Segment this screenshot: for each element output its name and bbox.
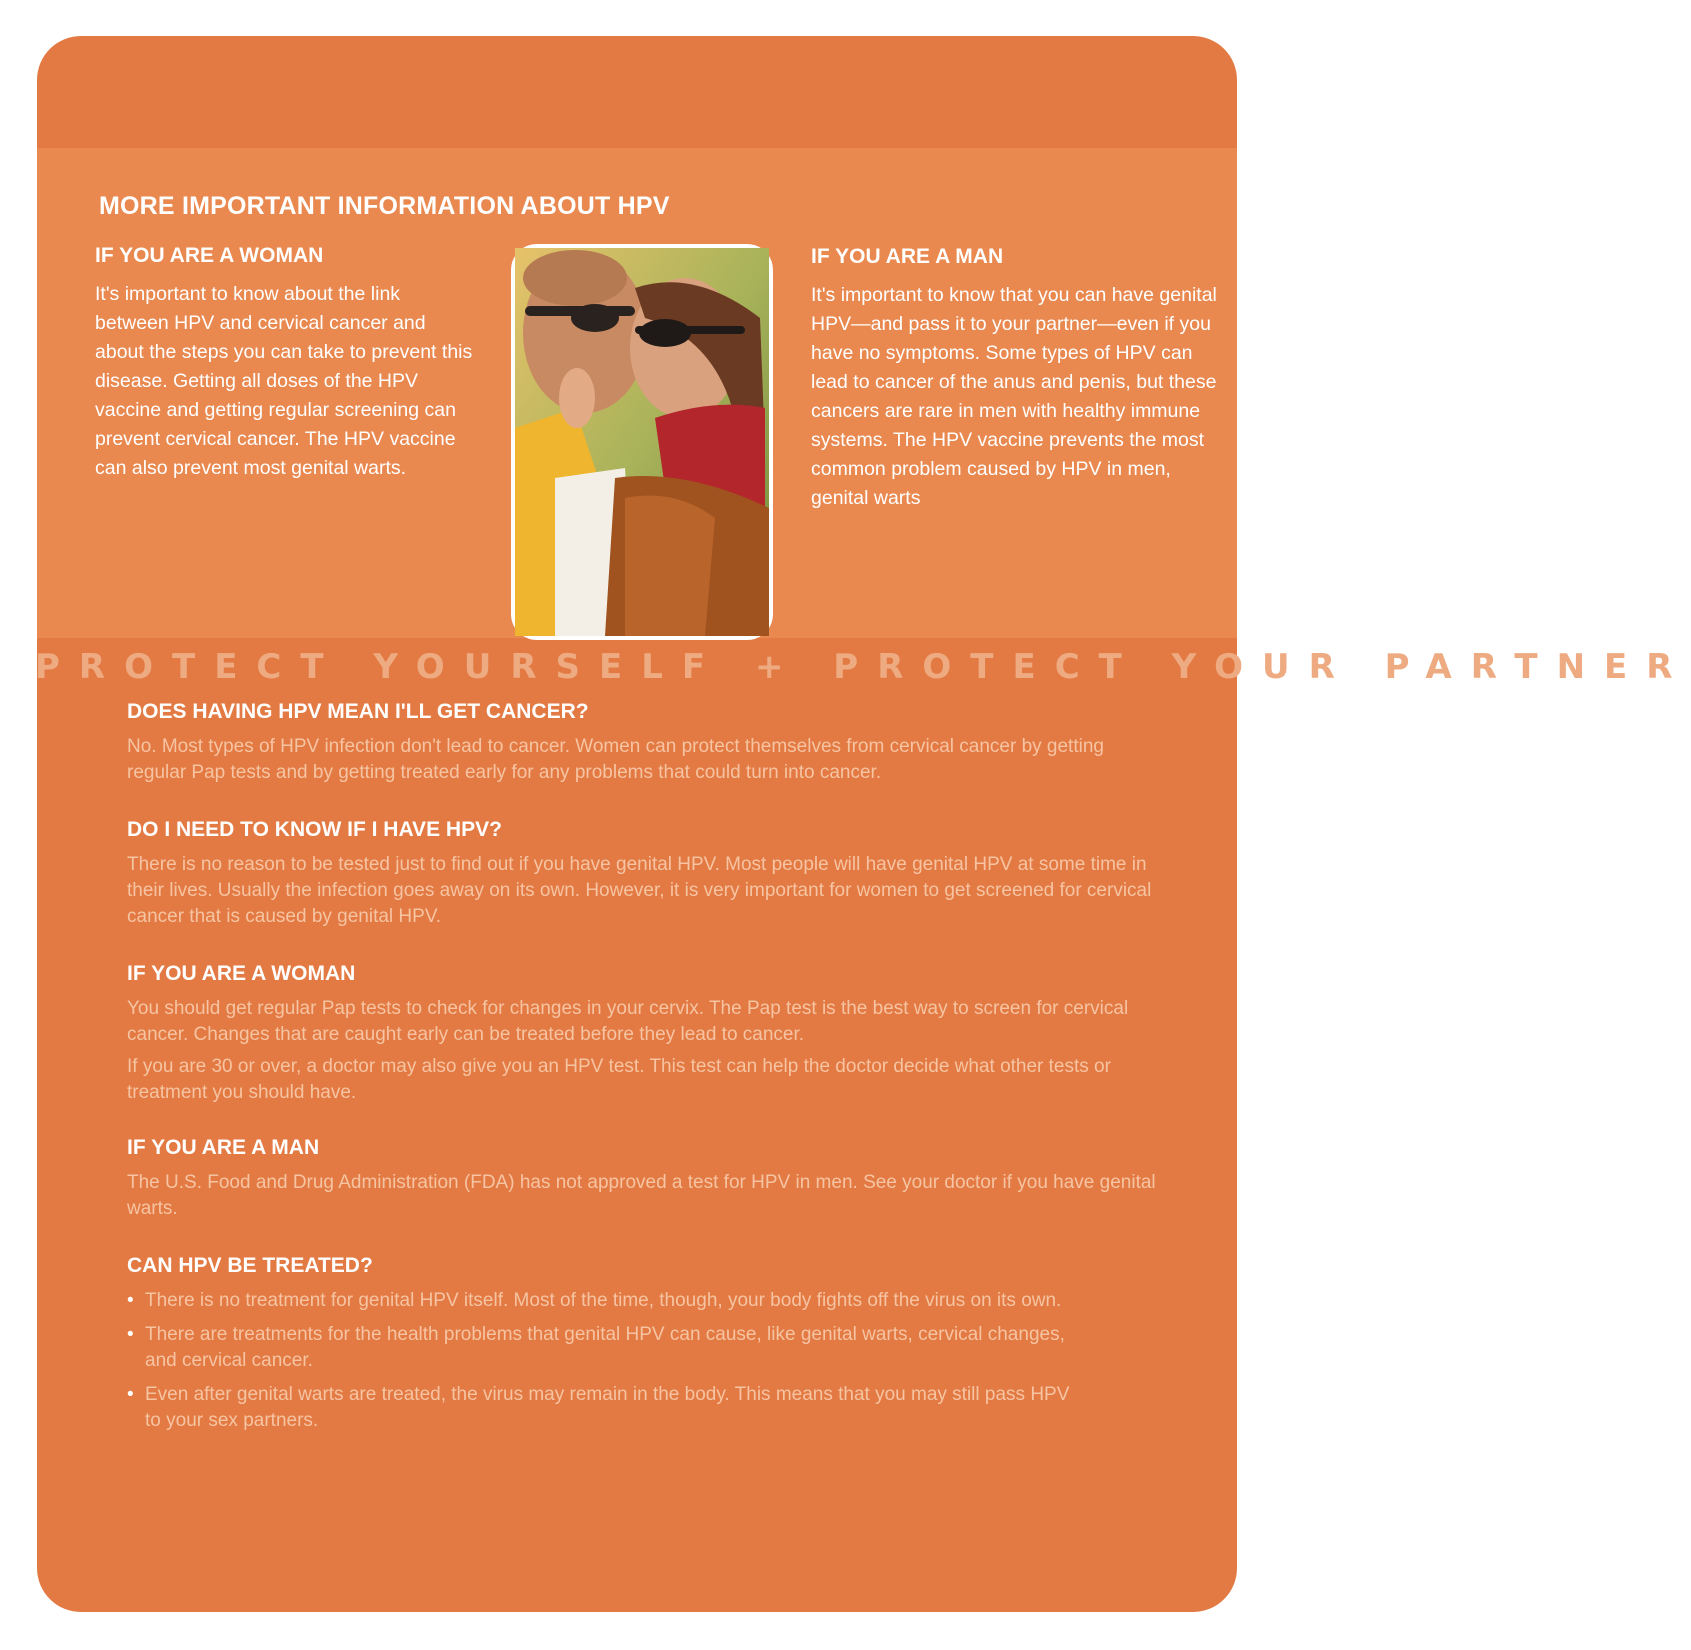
bullet-icon: • [127,1384,134,1405]
qa-paragraph: If you are 30 or over, a doctor may also give you an HPV test. This test can help the doctor decide what other tests or treatment you should have. [127,1056,1111,1103]
qa-section-treatment [127,1254,1167,1442]
woman-column-body: It's important to know about the link between HPV and cervical cancer and about the steps you can take to prevent this disease. Getting all doses of the HPV vaccine and getting regular screening can prevent cervical cancer. The HPV vaccine can also prevent most genital warts. [95,283,473,479]
qa-title: CAN HPV BE TREATED? [127,1254,373,1277]
qa-paragraph: You should get regular Pap tests to check for changes in your cervix. The Pap test is the best way to screen for cervical cancer. Changes that are caught early can be treated before they lead to cancer. [127,998,1129,1045]
couple-kissing-image [515,248,769,636]
qa-section-cancer [127,700,1167,792]
man-column-title: IF YOU ARE A MAN [811,245,1004,268]
qa-title: DOES HAVING HPV MEAN I'LL GET CANCER? [127,700,589,723]
list-item-text: There are treatments for the health problems that genital HPV can cause, like genital warts, cervical changes, and cervical cancer. [145,1324,1065,1371]
woman-column-title: IF YOU ARE A WOMAN [95,244,324,267]
couple-photo [511,244,773,640]
qa-paragraph: The U.S. Food and Drug Administration (FDA) has not approved a test for HPV in men. See your doctor if you have genital warts. [127,1172,1156,1219]
list-item [127,1322,1085,1374]
qa-title: IF YOU ARE A WOMAN [127,962,356,985]
page-title: MORE IMPORTANT INFORMATION ABOUT HPV [99,192,670,220]
qa-title: IF YOU ARE A MAN [127,1136,320,1159]
list-item-text: There is no treatment for genital HPV itself. Most of the time, though, your body fights off the virus on its own. [145,1290,1062,1311]
list-item [127,1288,1085,1314]
qa-title: DO I NEED TO KNOW IF I HAVE HPV? [127,818,502,841]
man-column-body: It's important to know that you can have genital HPV—and pass it to your partner—even if you have no symptoms. Some types of HPV can lead to cancer of the anus and penis, but these cancers are rare in men with healthy immune systems. The HPV vaccine prevents the most common problem caused by HPV in men, genital warts [811,284,1217,509]
qa-section-need-to-know [127,818,1167,936]
qa-section-man [127,1136,1167,1228]
woman-column [95,244,475,483]
tagline-banner: PROTECT YOURSELF + PROTECT YOUR PARTNER [35,647,1691,687]
treatment-bullet-list [127,1288,1167,1434]
bullet-icon: • [127,1290,134,1311]
info-card [35,36,1691,1612]
man-column [811,245,1221,513]
list-item [127,1382,1085,1434]
list-item-text: Even after genital warts are treated, the virus may remain in the body. This means that you may still pass HPV to your sex partners. [145,1384,1070,1431]
qa-paragraph: There is no reason to be tested just to find out if you have genital HPV. Most people will have genital HPV at some time in their lives. Usually the infection goes away on its own. However, it is very important for women to get screened for cervical cancer that is caused by genital HPV. [127,854,1152,927]
bullet-icon: • [127,1324,134,1345]
qa-paragraph: No. Most types of HPV infection don't lead to cancer. Women can protect themselves from cervical cancer by getting regular Pap tests and by getting treated early for any problems that could turn into cancer. [127,736,1104,783]
qa-section-woman [127,962,1167,1112]
